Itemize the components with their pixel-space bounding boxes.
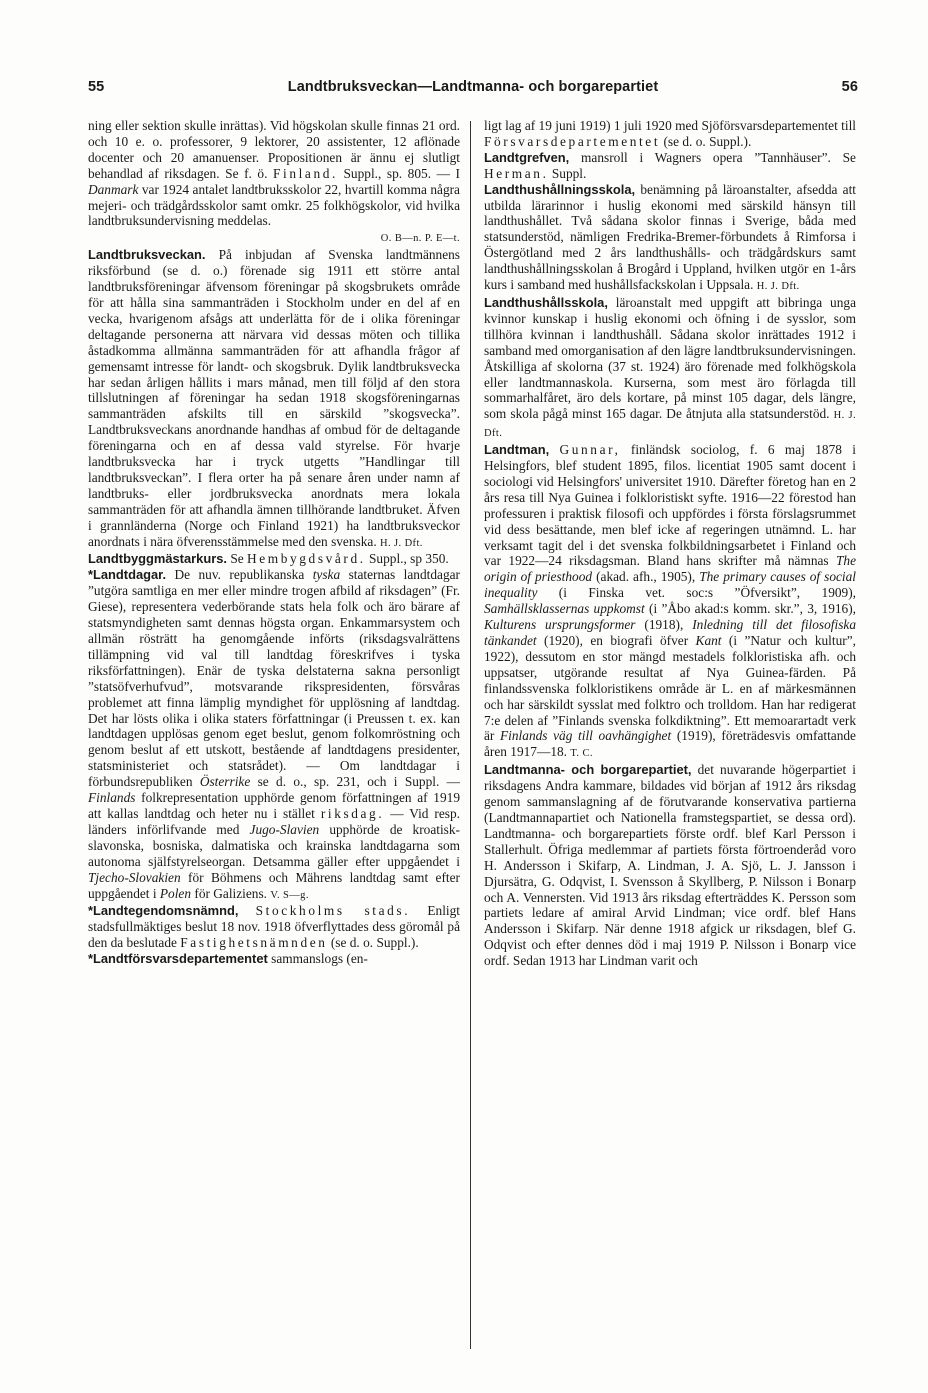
entry-landtdagar: *Landtdagar. De nuv. republikanska tyska staternas landtdagar ”utgöra samtliga en mer eller mindre trogen afbild af riksdagen” (Fr. Giese), representera vederbörande stats hela folk och äro bärare af statsmyndigheten samt dennas högsta organ. Enkammarsystem och allmän rösträtt ha genomgående införts (riksdagsvalrättens tillämpning vid val till landtdag föreskrifves i tyska riksförfattningen). Enär de tyska delstaterna sakna personligt ”statsöfverhufvud”, motsvarande rikspresidenten, försvåras problemet att finna lämplig myndighet för upplösning af landtdag. Det har lösts olika i olika staters författningar (i Preussen t. ex. kan landtdagen upplösas genom eget beslut, genom folkomröstning och genom beslut af ett utskott, bestående af landtdagens presidenter, statsministeriet och statsrådet). — Om landtdagar i förbundsrepubliken Österrike se d. o., sp. 231, och i Suppl. — Finlands folkrepresentation upphörde genom författningen af 1919 att kallas landtdag och heter nu i stället riksdag. — Vid resp. länders införlifvande med Jugo-Slavien upphörde de kroatisk-slavonska, bosniska, dalmatiska och krainska landtdagarna som autonoma själfstyrelseorgan. Detsamma gäller efter uppgåendet i Tjecho-Slovakien för Böhmens och Mährens landtdag samt efter uppgåendet i Polen för Galiziens. V. S—g. bbox=[88, 567, 460, 901]
author-signature: T. C. bbox=[570, 748, 593, 760]
author-signature: H. J. Dft. bbox=[380, 537, 423, 549]
entry-headword: *Landtegendomsnämnd, bbox=[88, 903, 239, 919]
entry-landtbruksveckan: Landtbruksveckan. På inbjudan af Svenska landtmännens riksförbund (se d. o.) förenade sig 1911 ett större antal landtbruksföreningar äfvensom föreningar på skogsbrukets område för att hålla sina sammanträden i Stockholm under en del af en vecka, hvarigenom afsågs att underlätta för de i olika föreningar deltagande personerna att närvara vid dessas möten och tillika åstadkomma allmänna sammanträden för att afhandla frågor af gemensamt intresse för landt- och skogsbruk. Dylik landtbruksvecka har sedan årligen hållits i mars månad, men till följd af den stora tillslutningen af föreningar ha sedan 1918 skogsföreningarnas sammanträden afskilts till en särskild ”skogsvecka”. Landtbruksveckans anordnande handhas af ombud för de deltagande föreningarna och en af dessa vald styrelse. För hvarje landtbruksvecka har i tryck utgetts ”Handlingar till landtbruksveckan”. I flera orter ha på senare åren under namn af landtbruks- eller jordbruksvecka anordnats mera lokala sammanträden för att afhandla ämnen tillhörande landtbruket. Äfven i grannländerna (Norge och Finland 1921) ha landtbruksveckor anordnats i nära öfverensstämmelse med den svenska. H. J. Dft. bbox=[88, 247, 460, 549]
author-signature: H. J. Dft. bbox=[484, 410, 856, 440]
page-number-right: 56 bbox=[841, 79, 858, 95]
entry-headword: *Landtförsvarsdepartementet bbox=[88, 951, 268, 967]
author-signature: O. B—n. P. E—t. bbox=[380, 233, 460, 245]
entry-headword: Landtmanna- och borgarepartiet, bbox=[484, 762, 692, 778]
entry-continuation: ligt lag af 19 juni 1919) 1 juli 1920 med Sjöförsvarsdepartementet till Försvarsdepartementet (se d. o. Suppl.). bbox=[484, 118, 856, 149]
left-column bbox=[88, 118, 460, 967]
entry-landtgrefven: Landtgrefven, mansroll i Wagners opera ”Tannhäuser”. Se Herman. Suppl. bbox=[484, 149, 856, 181]
entry-headword: Landthushållsskola, bbox=[484, 294, 608, 310]
page-number-left: 55 bbox=[88, 79, 105, 95]
right-column bbox=[484, 118, 856, 969]
running-title: Landtbruksveckan—Landtmanna- och borgarepartiet bbox=[287, 79, 659, 95]
entry-headword: *Landtdagar. bbox=[88, 567, 167, 583]
entry-landthushallsskola: Landthushållsskola, läroanstalt med uppgift att bibringa unga kvinnor kunskap i huslig ekonomi och öfning i de sysslor, som tillhöra kvinnan i landthushåll. Sådana skolor inrättades 1912 i samband med omorganisation af den lägre landtbruksundervisningen. Åtskilliga af skolorna (37 st. 1924) äro förenade med folkhögskola eller landtmannaskola. Kurserna, som mest äro förlagda till sommarhalfåret, äro dels kortare, på minst 105 dagar, dels längre, som skola pågå minst 165 dagar. De åtnjuta alla statsunderstöd. H. J. Dft. bbox=[484, 294, 856, 440]
entry-headword: Landtman, bbox=[484, 442, 550, 458]
entry-landtman: Landtman, Gunnar, finländsk sociolog, f. 6 maj 1878 i Helsingfors, blef student 1895, filos. licentiat 1905 samt docent i sociologi vid Helsingfors' universitet 1910. Därefter företog han en 2 års resa till Nya Guinea i folkloristiskt syfte. 1916—22 förestod han professuren i praktisk filosofi och uppfördes i första förslagsrummet vid dess besättande, men blef icke af regeringen utnämnd. L. har verksamt tagit del i det svenska folkbildningsarbetet i Finland och var 1922—24 riksdagsman. Bland hans skrifter må nämnas The origin of priesthood (akad. afh., 1905), The primary causes of social inequality (i Finska vet. soc:s ”Öfversikt”, 1909), Samhällsklassernas uppkomst (i ”Åbo akad:s komm. skr.”, 3, 1916), Kulturens ursprungsformer (1918), Inledning till det filosofiska tänkandet (1920), en biografi öfver Kant (i ”Natur och kultur”, 1922), dessutom en stor mängd mestadels folkloristiska afh. och uppsatser, utgörande resultat af Nya Guinea-färden. På finlandssvenska folkloristikens område är L. en af märkesmännen och har särskildt sysslat med folktro och trolldom. Han har redigerat 7:e delen af ”Finlands svenska folkdiktning”. Ett memoarartadt verk är Finlands väg till oavhängighet (1919), företrädesvis omfattande åren 1917—18. T. C. bbox=[484, 442, 856, 760]
running-header bbox=[88, 79, 858, 99]
entry-headword: Landtgrefven, bbox=[484, 149, 570, 165]
entry-continuation: ning eller sektion skulle inrättas). Vid högskolan skulle finnas 21 ord. och 10 e. o. professorer, 9 lektorer, 20 assistenter, 12 aflönade docenter och 20 amanuenser. Propositionen är ännu ej slutligt behandlad af riksdagen. Se f. ö. Finland. Suppl., sp. 805. — I Danmark var 1924 antalet landtbruksskolor 22, hvartill komma några mejeri- och trädgårdsskolor samt omkr. 25 folkhögskolor, vid hvilka landtbruksundervisning meddelas. bbox=[88, 118, 460, 229]
entry-headword: Landtbyggmästarkurs. bbox=[88, 551, 227, 567]
entry-landtforsvarsdepartementet: *Landtförsvarsdepartementet sammanslogs (en- bbox=[88, 951, 368, 967]
entry-landthushallningsskola: Landthushållningsskola, benämning på läroanstalter, afsedda att utbilda lärarinnor i huslig ekonomi med särskild hänsyn till landthushållet. Två sådana skolor finnas i Sverige, båda med statsunderstöd, nämligen Fredrika-Bremer-förbundets å Rimforsa i Östergötland med 2 års landthushålls- och trädgårdskurs samt landthushållningsskolan å Brogård i Uppland, hvilken utgör en 1-års kurs i samband med hushållsfackskolan i Uppsala. H. J. Dft. bbox=[484, 181, 856, 293]
entry-headword: Landtbruksveckan. bbox=[88, 247, 206, 263]
entry-landtbyggmastarkurs: Landtbyggmästarkurs. Se Hembygdsvård. Suppl., sp 350. bbox=[88, 551, 449, 567]
author-signature: V. S—g. bbox=[270, 889, 309, 901]
author-signature: H. J. Dft. bbox=[756, 281, 800, 293]
entry-landtegendomsnamnd: *Landtegendomsnämnd, Stockholms stads. Enligt stadsfullmäktiges beslut 18 nov. 1918 öfverflyttades dess göromål på den da beslutade Fastighetsnämnden (se d. o. Suppl.). bbox=[88, 903, 461, 951]
entry-headword: Landthushållningsskola, bbox=[484, 181, 636, 197]
entry-landtmanna-och-borgarepartiet: Landtmanna- och borgarepartiet, det nuvarande högerpartiet i riksdagens Andra kammare, bildades vid början af 1912 års riksdag genom sammanslagning af de förutvarande konservativa partierna (Landtmannapartiet och Nationella framstegspartiet, se dessa ord). Landtmanna- och borgarepartiets förste ordf. blef Karl Persson i Stallerhult. Öfriga medlemmar af partiets första förtroenderåd voro H. Andersson i Skifarp, A. Lindman, J. A. Sjö, L. J. Jansson i Djursätra, G. Odqvist, I. Svensson å Skyllberg, P. Nilsson i Bonarp och A. Vennersten. Vid 1913 års riksdag efterträddes K. Persson som partiets ledare af amiral Arvid Lindman; vice ordf. blef Hans Andersson i Skifarp. När denne 1918 afgick ur riksdagen, blef G. Odqvist och efter dennes död i maj 1919 P. Nilsson i Bonarp vice ordf. Sedan 1913 har Lindman varit och bbox=[484, 762, 856, 969]
column-divider bbox=[470, 121, 471, 1349]
